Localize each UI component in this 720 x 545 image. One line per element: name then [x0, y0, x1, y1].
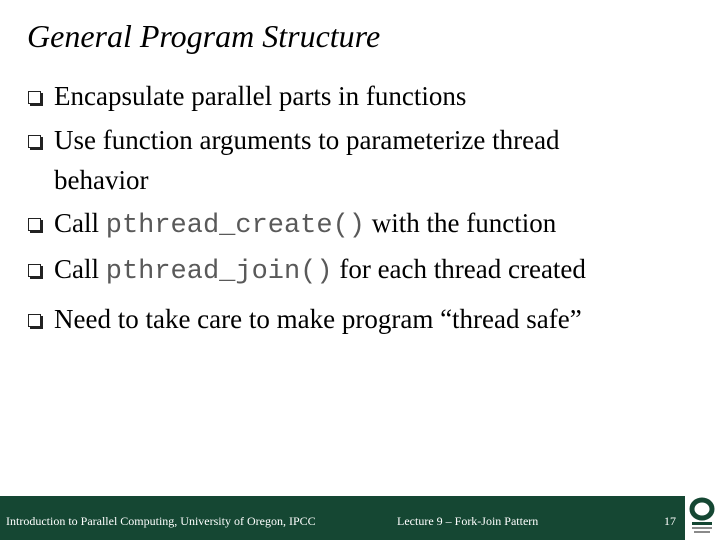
checkbox-bullet-icon	[28, 264, 41, 277]
checkbox-bullet-icon	[28, 135, 41, 148]
footer-course: Introduction to Parallel Computing, University of Oregon, IPCC	[6, 514, 316, 528]
university-logo	[685, 496, 720, 540]
oregon-o-icon	[685, 496, 720, 540]
page-number: 17	[664, 514, 676, 528]
footer-bar	[0, 496, 685, 540]
footer-lecture: Lecture 9 – Fork-Join Pattern	[397, 514, 539, 528]
code-snippet: pthread_create()	[105, 211, 365, 241]
checkbox-bullet-icon	[28, 314, 41, 327]
checkbox-bullet-icon	[28, 218, 41, 231]
slide-title: General Program Structure	[27, 18, 381, 54]
checkbox-bullet-icon	[28, 91, 41, 104]
code-snippet: pthread_join()	[105, 257, 333, 287]
